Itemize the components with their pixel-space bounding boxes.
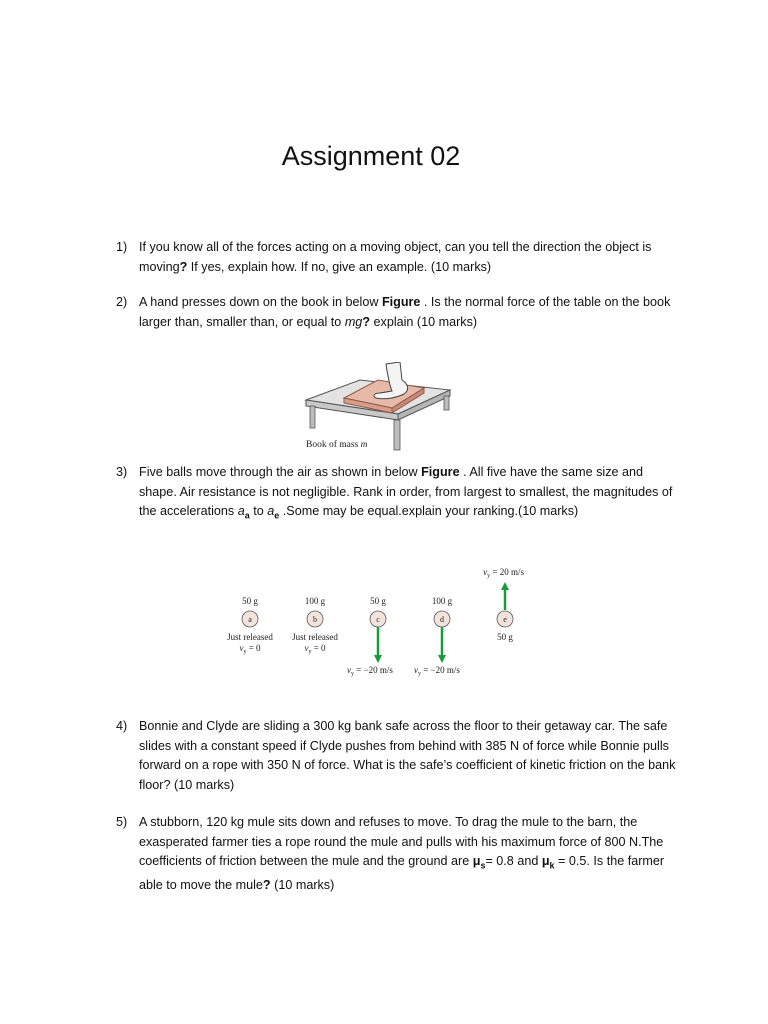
svg-text:100 g: 100 g — [431, 596, 453, 606]
question-3 — [116, 463, 676, 526]
question-2 — [116, 293, 676, 332]
ball-a — [227, 596, 273, 655]
svg-text:b: b — [313, 615, 317, 624]
svg-text:100 g: 100 g — [304, 596, 326, 606]
ball-b — [292, 596, 338, 655]
ball-c — [370, 596, 386, 659]
svg-text:e: e — [503, 615, 507, 624]
question-text: If you know all of the forces acting on a moving object, can you tell the direction the object is moving? If yes, explain how. If no, give an example. (10 marks) — [139, 240, 652, 274]
question-number: 4) — [116, 719, 128, 733]
velocity-label-c: $v_y = -20$ m/s — [347, 665, 393, 677]
svg-text:50 g: 50 g — [242, 596, 258, 606]
book-figure — [300, 362, 460, 454]
svg-text:50 g: 50 g — [497, 632, 513, 642]
question-text: A stubborn, 120 kg mule sits down and refuses to move. To drag the mule to the barn, the exasperated farmer ties a rope round the mule and pulls with his maximum force of 800 N.The coefficients of friction between the mule and the ground are $\mu_s= 0.8$ and $\mu_k = 0.5$. Is the farmer able to move the mule? (10 marks) — [139, 815, 665, 893]
balls-figure — [216, 560, 546, 680]
svg-text:vy = 0: $v_y = 0$ — [304, 643, 326, 655]
page-title: Assignment 02 — [281, 141, 461, 171]
question-5 — [116, 813, 676, 896]
book-caption: Book of mass m — [306, 440, 368, 450]
svg-text:a: a — [248, 615, 252, 624]
svg-text:vy = 0: $v_y = 0$ — [239, 643, 261, 655]
question-number: 2) — [116, 295, 128, 309]
question-number: 1) — [116, 240, 128, 254]
question-text: Five balls move through the air as shown in below Figure . All five have the same size and shape. Air resistance is not negligible. Rank in order, from largest to smallest, the magnitudes of the accelerations $a_a$ to $a_e$ .Some may be equal.explain your ranking.(10 marks) — [139, 465, 673, 521]
question-number: 5) — [116, 815, 128, 829]
svg-text:Just released: Just released — [292, 632, 338, 642]
question-4 — [116, 717, 676, 795]
question-number: 3) — [116, 465, 128, 479]
svg-text:50 g: 50 g — [370, 596, 386, 606]
question-text: Bonnie and Clyde are sliding a 300 kg bank safe across the floor to their getaway car. The safe slides with a constant speed if Clyde pushes from behind with 385 N of force while Bonnie pulls forward on a rope with 350 N of force. What is the safe’s coefficient of kinetic friction on the bank floor? (10 marks) — [139, 719, 676, 792]
velocity-label-d: $v_y = -20$ m/s — [414, 665, 460, 677]
svg-text:Just released: Just released — [227, 632, 273, 642]
svg-text:d: d — [440, 615, 444, 624]
svg-text:vy = 20 m/s: $v_y = 20$ m/s — [483, 567, 524, 579]
ball-e — [483, 567, 524, 642]
ball-d — [432, 596, 453, 659]
svg-text:c: c — [376, 615, 380, 624]
question-text: A hand presses down on the book in below Figure . Is the normal force of the table on the book larger than, smaller than, or equal to mg? explain (10 marks) — [139, 295, 671, 329]
question-1 — [116, 238, 676, 277]
